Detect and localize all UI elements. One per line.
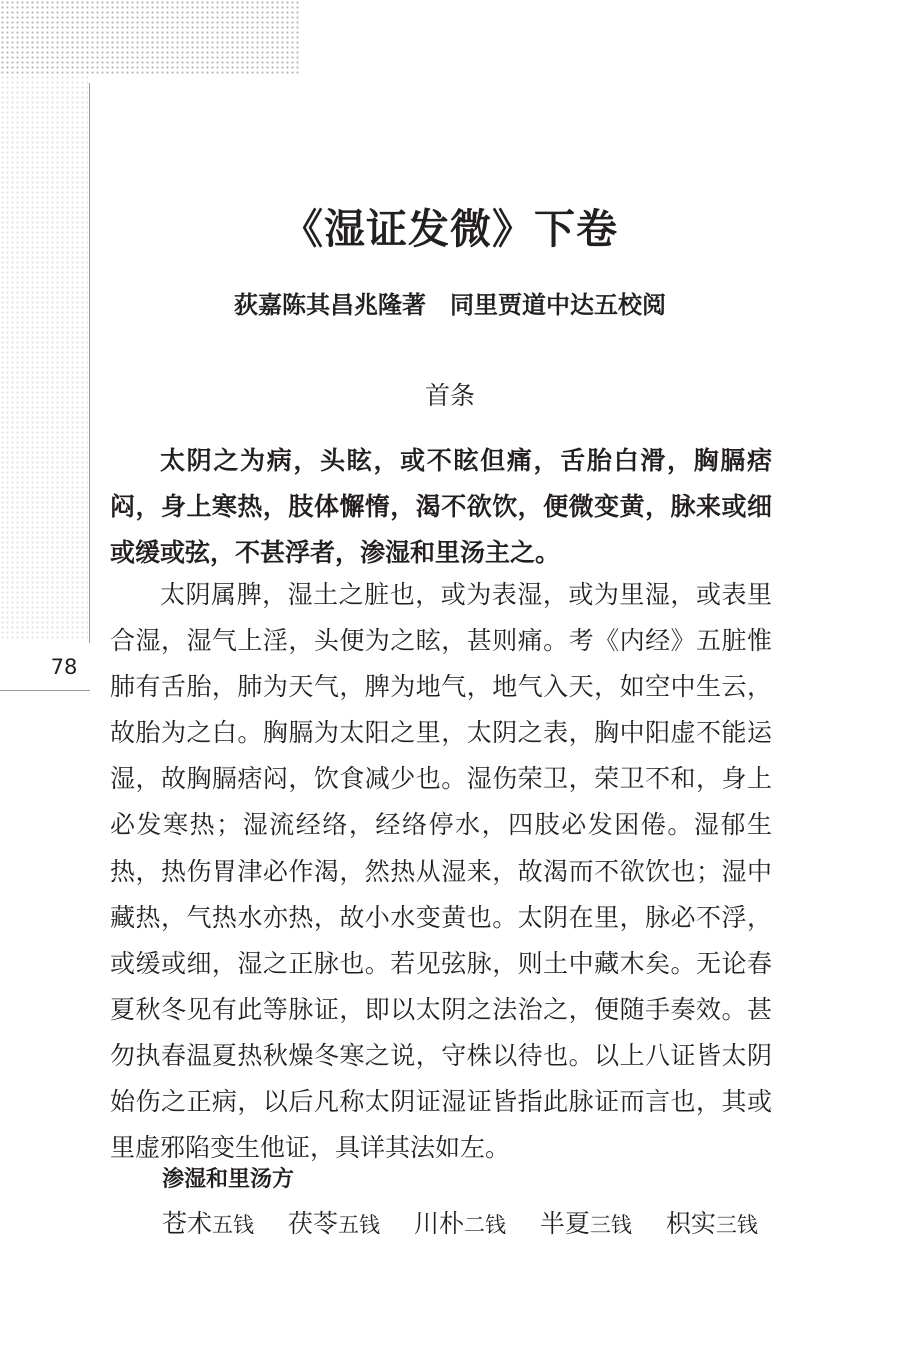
decorative-dot-pattern-top [0, 0, 300, 75]
ingredient-dose: 三钱 [715, 1213, 758, 1237]
ingredient-herb: 苍术 [162, 1209, 213, 1238]
ingredient-dose: 五钱 [337, 1213, 380, 1237]
ingredient-dose: 五钱 [212, 1213, 255, 1237]
ingredient-herb: 枳实 [665, 1209, 716, 1238]
section-heading: 首条 [424, 381, 475, 410]
ingredient-list [162, 1204, 782, 1240]
clause-text: 太阴之为病，头眩，或不眩但痛，舌胎白滑，胸膈痞闷，身上寒热，肢体懈惰，渴不欲饮，便微变黄，脉来或细或缓或弦，不甚浮者，渗湿和里汤主之。 [110, 446, 772, 567]
page-number: 78 [50, 655, 78, 679]
commentary-text: 太阴属脾，湿土之脏也，或为表湿，或为里湿，或表里合湿，湿气上淫，头便为之眩，甚则痛。考《内经》五脏惟肺有舌胎，肺为天气，脾为地气，地气入天，如空中生云，故胎为之白。胸膈为太阳之里，太阴之表，胸中阳虚不能运湿，故胸膈痞闷，饮食减少也。湿伤荣卫，荣卫不和，身上必发寒热；湿流经络，经络停水，四肢必发困倦。湿郁生热，热伤胃津必作渴，然热从湿来，故渴而不欲饮也；湿中藏热，气热水亦热，故小水变黄也。太阴在里，脉必不浮，或缓或细，湿之正脉也。若见弦脉，则土中藏木矣。无论春夏秋冬见有此等脉证，即以太阴之法治之，便随手奏效。甚勿执春温夏热秋燥冬寒之说，守株以待也。以上八证皆太阴始伤之正病，以后凡称太阴证湿证皆指此脉证而言也，其或里虚邪陷变生他证，具详其法如左。 [110, 580, 772, 1163]
decorative-dot-pattern-margin [0, 75, 88, 640]
ingredient-item [540, 1204, 632, 1240]
ingredient-item [288, 1204, 380, 1240]
ingredient-item [414, 1204, 506, 1240]
chapter-title: 《湿证发微》下卷 [282, 205, 618, 253]
ingredient-herb: 川朴 [413, 1209, 464, 1238]
author-line: 荻嘉陈其昌兆隆著 同里贾道中达五校阅 [234, 291, 666, 319]
formula-title: 渗湿和里汤方 [162, 1167, 295, 1192]
ingredient-herb: 茯苓 [287, 1209, 338, 1238]
page-number-rule [0, 690, 90, 691]
ingredient-herb: 半夏 [539, 1209, 590, 1238]
ingredient-dose: 二钱 [463, 1213, 506, 1237]
ingredient-item [162, 1204, 254, 1240]
margin-divider-line [89, 83, 90, 643]
ingredient-item [666, 1204, 758, 1240]
ingredient-dose: 三钱 [589, 1213, 632, 1237]
